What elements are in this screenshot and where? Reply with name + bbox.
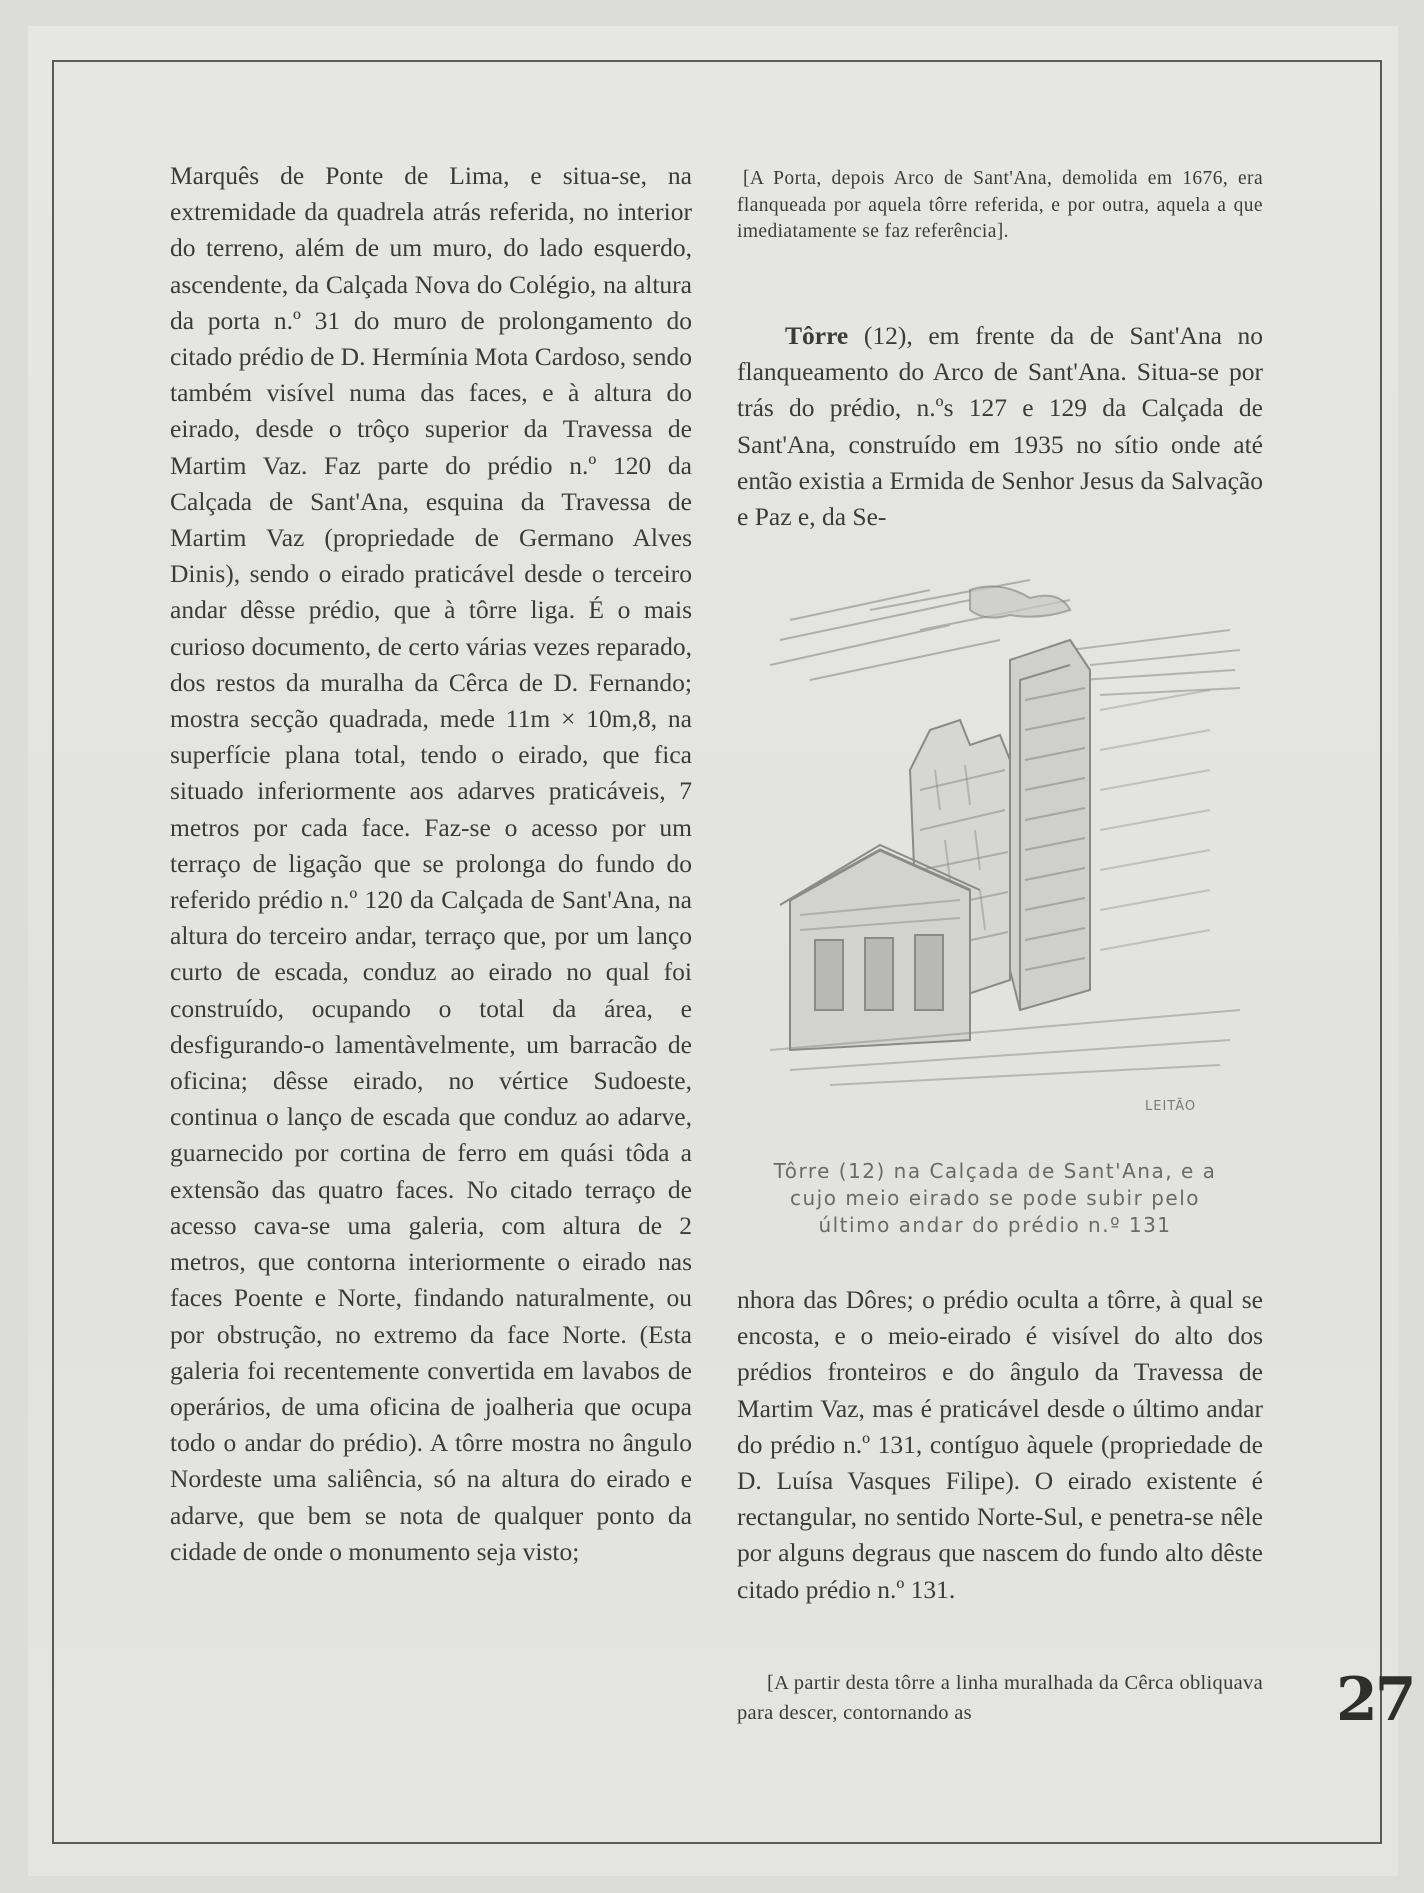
after-figure-text: nhora das Dôres; o prédio oculta a tôrre, à qual se encosta, e o meio-eirado é visível do alto dos prédios fronteiros e do ângulo da Travessa de Martim Vaz, mas é praticável desde o último andar do prédio n.º 131, contíguo àquele (propriedade de D. Luísa Vasques Filipe). O eirado existente é rectangular, no sentido Norte-Sul, e penetra-se nêle por alguns degraus que nascem do fundo alto dêste citado prédio n.º 131.	[737, 1285, 1263, 1604]
note-top-text: [A Porta, depois Arco de Sant'Ana, demolida em 1676, era flanqueada por aquela tôrre referida, e por outra, aquela a que imediatamente se faz referência].	[737, 168, 1263, 242]
note-bottom-text: [A partir desta tôrre a linha muralhada da Cêrca obliquava para descer, contornando as	[737, 1672, 1263, 1724]
note-top	[737, 166, 1263, 246]
tower-illustration	[770, 570, 1250, 1130]
frame-border-left	[52, 60, 54, 1844]
frame-border-top	[52, 60, 1382, 62]
after-figure-paragraph	[737, 1282, 1263, 1608]
left-column	[170, 158, 692, 1570]
figure-caption	[745, 1158, 1245, 1239]
caption-line-2: cujo meio eirado se pode subir pelo	[790, 1186, 1200, 1210]
note-bottom	[737, 1668, 1263, 1728]
left-column-text: Marquês de Ponte de Lima, e situa-se, na extremidade da quadrela atrás referida, no interior do terreno, além de um muro, do lado esquerdo, ascendente, da Calçada Nova do Colégio, na altura da porta n.º 31 do muro de prolongamento do citado prédio de D. Hermínia Mota Cardoso, sendo também visível numa das faces, e à altura do eirado, desde o trôço superior da Travessa de Martim Vaz. Faz parte do prédio n.º 120 da Calçada de Sant'Ana, esquina da Travessa de Martim Vaz (propriedade de Germano Alves Dinis), sendo o eirado praticável desde o terceiro andar dêsse prédio, que à tôrre liga. É o mais curioso documento, de certo várias vezes reparado, dos restos da muralha da Cêrca de D. Fernando; mostra secção quadrada, mede 11m × 10m,8, na superfície plana total, tendo o eirado, que fica situado inferiormente aos adarves praticáveis, 7 metros por cada face. Faz-se o acesso por um terraço de ligação que se prolonga do fundo do referido prédio n.º 120 da Calçada de Sant'Ana, na altura do terceiro andar, terraço que, por um lanço curto de escada, conduz ao eirado no qual foi construído, ocupando o total da área, e desfigurando-o lamentàvelmente, um barracão de oficina; dêsse eirado, no vértice Sudoeste, continua o lanço de escada que conduz ao adarve, guarnecido por cortina de ferro em quási tôda a extensão das quatro faces. No citado terraço de acesso cava-se uma galeria, com altura de 2 metros, que contorna interiormente o eirado nas faces Poente e Norte, findando naturalmente, ou por obstrução, no extremo da face Norte. (Esta galeria foi recentemente convertida em lavabos de operários, de uma oficina de joalheria que ocupa todo o andar do prédio). A tôrre mostra no ângulo Nordeste uma saliência, só na altura do eirado e adarve, que bem se nota de qualquer ponto da cidade de onde o monumento seja visto;	[170, 161, 692, 1566]
caption-line-3: último andar do prédio n.º 131	[818, 1213, 1172, 1237]
torre-text: (12), em frente da de Sant'Ana no flanqueamento do Arco de Sant'Ana. Situa-se por trás do prédio, n.ºs 127 e 129 da Calçada de Sant'Ana, construído em 1935 no sítio onde até então existia a Ermida de Senhor Jesus da Salvação e Paz e, da Se-	[737, 321, 1263, 532]
tower-sketch-svg	[770, 570, 1250, 1130]
frame-border-right	[1380, 60, 1382, 1844]
torre-paragraph	[737, 318, 1263, 535]
illustration-signature: LEITÃO	[1145, 1099, 1197, 1114]
frame-border-bottom	[52, 1842, 1382, 1844]
torre-heading: Tôrre	[785, 321, 849, 350]
page-number: 27	[1336, 1665, 1414, 1735]
caption-line-1: Tôrre (12) na Calçada de Sant'Ana, e a	[773, 1159, 1217, 1183]
